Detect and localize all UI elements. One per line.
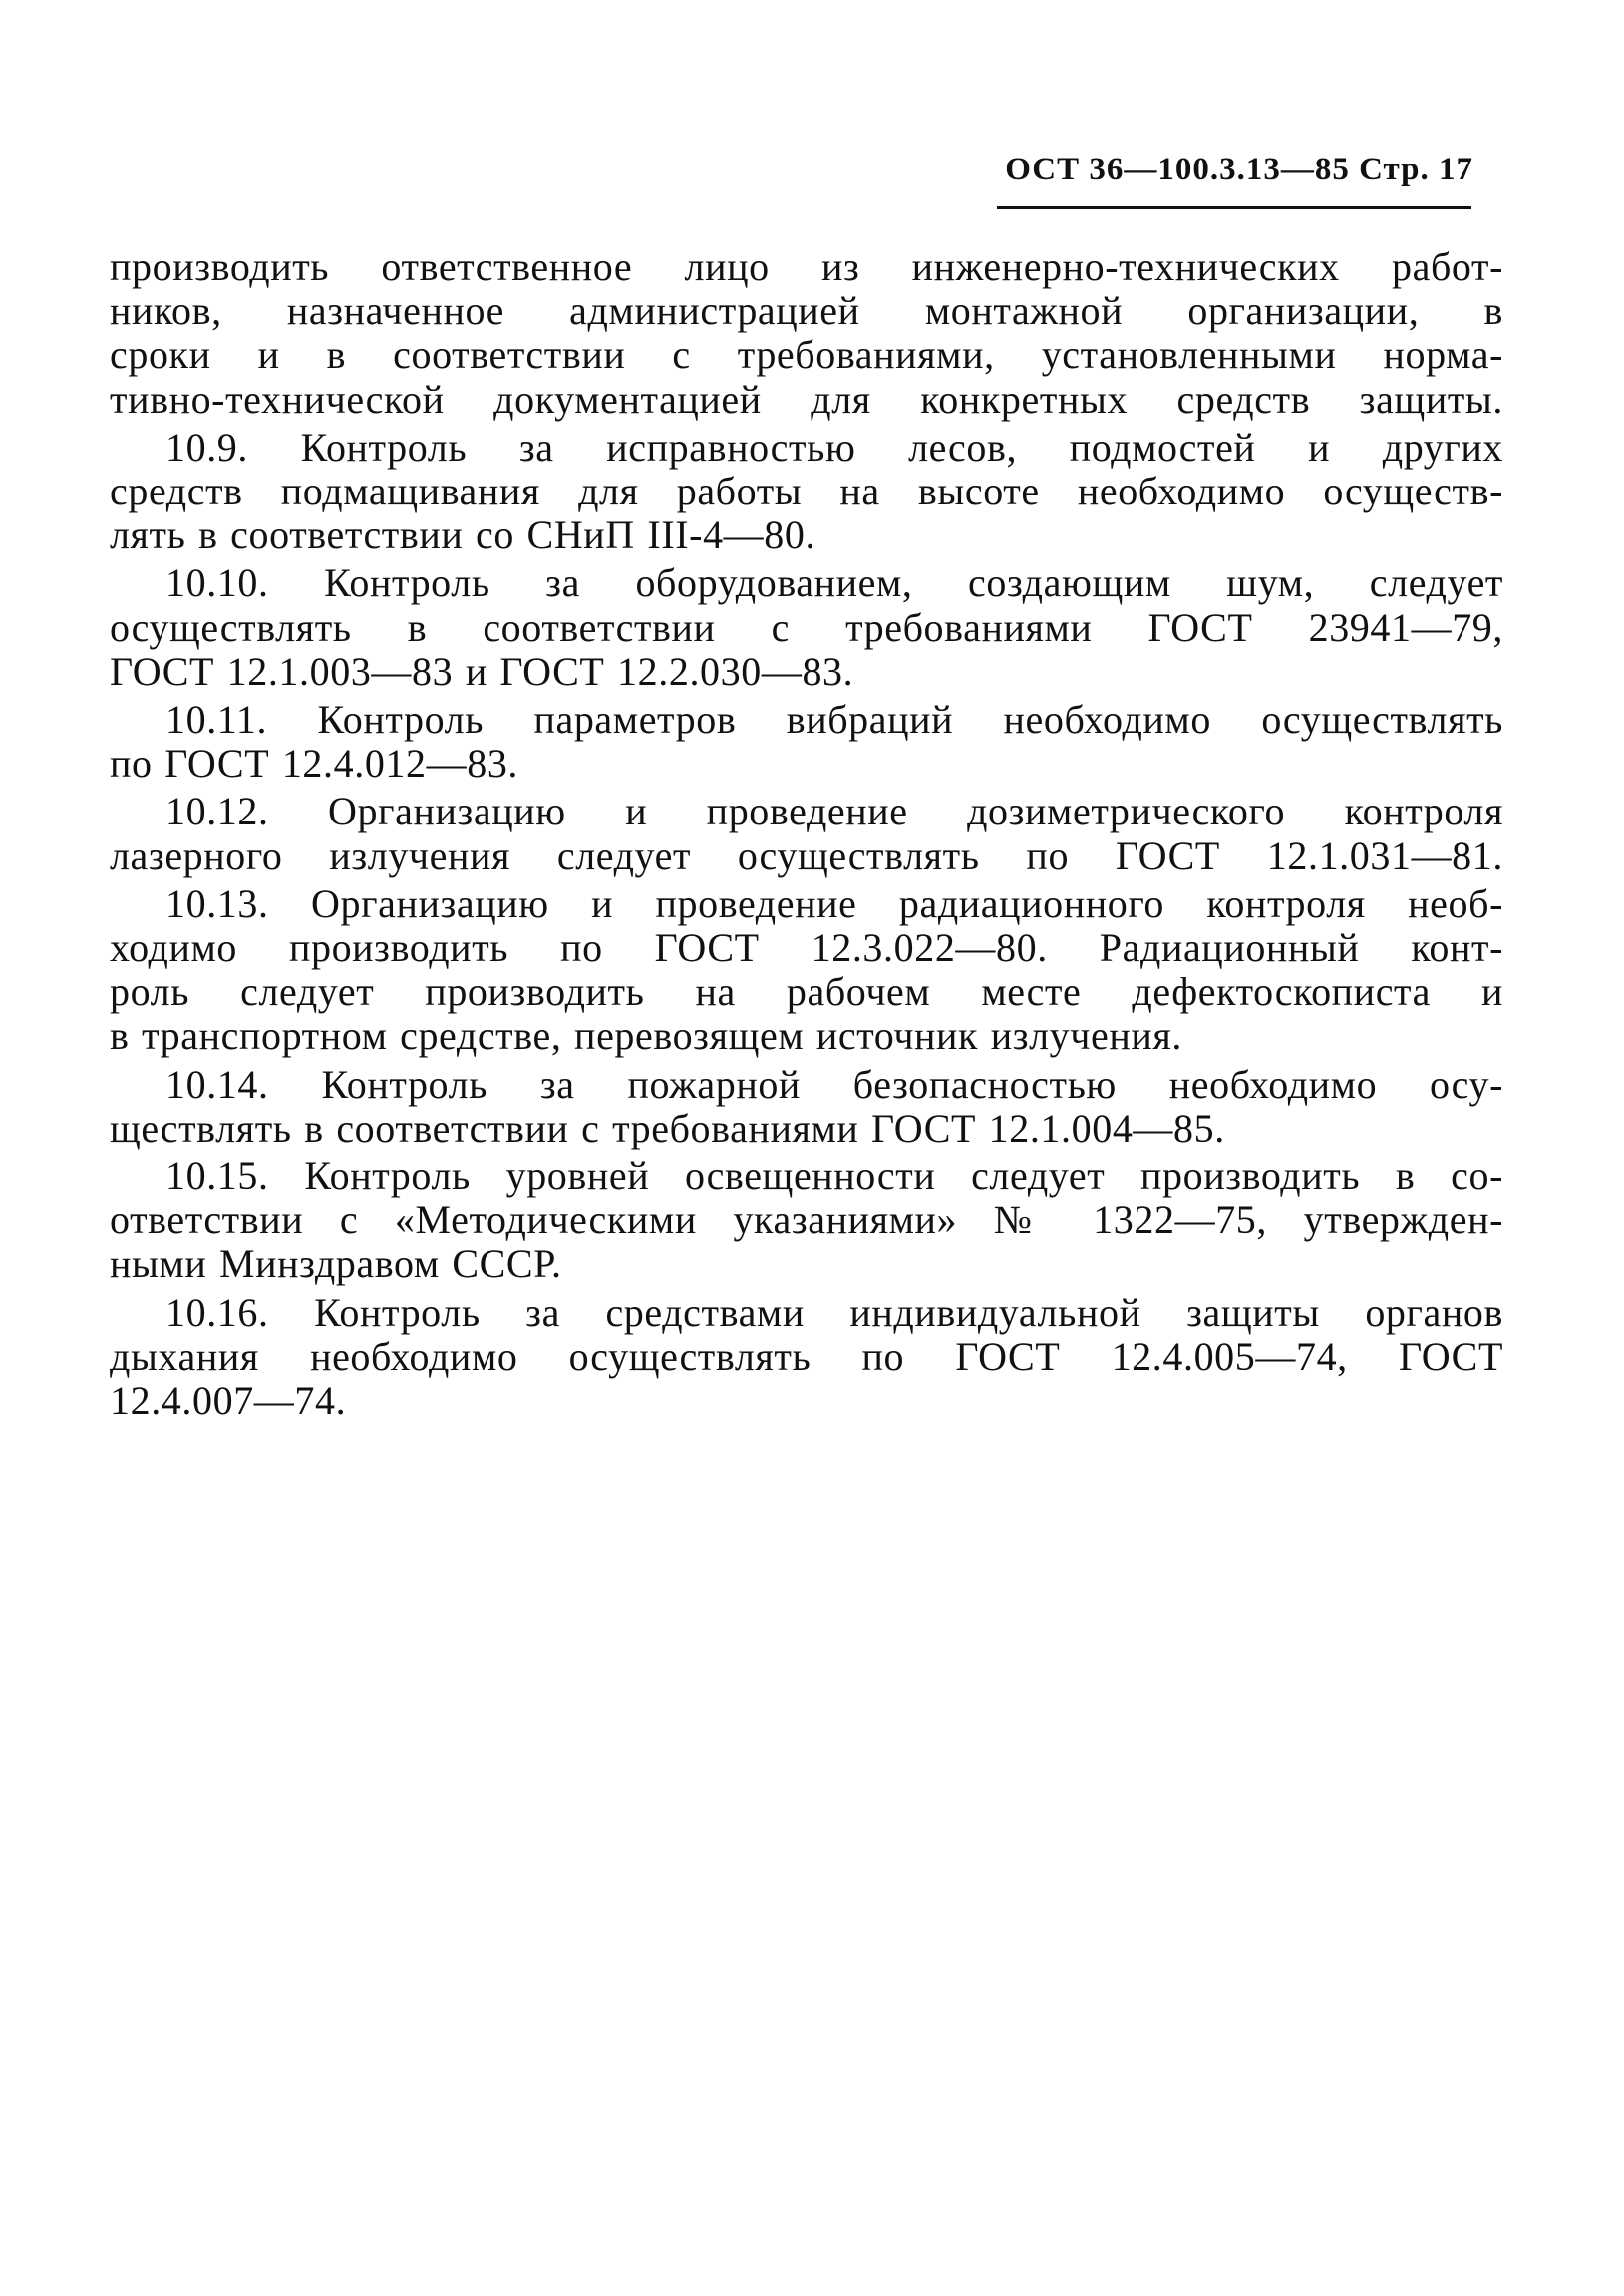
body-text bbox=[110, 245, 1503, 1423]
paragraph-10-16 bbox=[110, 1291, 1503, 1424]
running-header: ОСТ 36—100.3.13—85 Стр. 17 bbox=[1005, 152, 1473, 187]
text-line: ществлять в соответствии с требованиями ГОСТ 12.1.004—85. bbox=[110, 1105, 1225, 1150]
header-rule bbox=[997, 206, 1471, 209]
text-line: ответствии с «Методическими указаниями» № 1322—75, утвержден- bbox=[110, 1197, 1503, 1243]
paragraph-10-11 bbox=[110, 698, 1503, 786]
text-line: производить ответственное лицо из инженерно-технических работ- bbox=[110, 244, 1503, 289]
text-line: ГОСТ 12.1.003—83 и ГОСТ 12.2.030—83. bbox=[110, 648, 854, 694]
text-line: сроки и в соответствии с требованиями, установленными норма- bbox=[110, 332, 1503, 378]
text-line: по ГОСТ 12.4.012—83. bbox=[110, 741, 519, 787]
text-line: ников, назначенное администрацией монтажной организации, в bbox=[110, 288, 1503, 334]
text-line: 10.10. Контроль за оборудованием, создающим шум, следует bbox=[165, 560, 1503, 606]
text-line: лазерного излучения следует осуществлять по ГОСТ 12.1.031—81. bbox=[110, 832, 1503, 878]
paragraph-10-13 bbox=[110, 882, 1503, 1059]
text-line: 10.9. Контроль за исправностью лесов, подмостей и других bbox=[165, 424, 1503, 470]
text-line: ными Минздравом СССР. bbox=[110, 1241, 562, 1287]
text-line: 10.11. Контроль параметров вибраций необходимо осуществлять bbox=[165, 697, 1503, 743]
text-line: лять в соответствии со СНиП III-4—80. bbox=[110, 512, 816, 558]
text-line: ходимо производить по ГОСТ 12.3.022—80. Радиационный конт- bbox=[110, 925, 1503, 971]
text-line: 10.12. Организацию и проведение дозиметрического контроля bbox=[165, 789, 1503, 834]
text-line: 10.15. Контроль уровней освещенности следует производить в со- bbox=[165, 1153, 1503, 1199]
paragraph-10-12 bbox=[110, 790, 1503, 877]
text-line: роль следует производить на рабочем месте дефектоскописта и bbox=[110, 969, 1503, 1015]
text-line: дыхания необходимо осуществлять по ГОСТ 12.4.005—74, ГОСТ bbox=[110, 1333, 1503, 1379]
text-line: 10.14. Контроль за пожарной безопасностью необходимо осу- bbox=[165, 1061, 1503, 1107]
text-line: 10.16. Контроль за средствами индивидуальной защиты органов bbox=[165, 1289, 1503, 1335]
paragraph-continuation bbox=[110, 245, 1503, 422]
text-line: осуществлять в соответствии с требованиями ГОСТ 23941—79, bbox=[110, 604, 1503, 650]
text-line: 10.13. Организацию и проведение радиационного контроля необ- bbox=[165, 880, 1503, 926]
text-line: 12.4.007—74. bbox=[110, 1378, 347, 1424]
paragraph-10-14 bbox=[110, 1063, 1503, 1150]
text-line: средств подмащивания для работы на высоте необходимо осуществ- bbox=[110, 469, 1503, 514]
text-line: тивно-технической документацией для конкретных средств защиты. bbox=[110, 376, 1503, 422]
paragraph-10-10 bbox=[110, 561, 1503, 694]
paragraph-10-15 bbox=[110, 1154, 1503, 1287]
text-line: в транспортном средстве, перевозящем источник излучения. bbox=[110, 1013, 1182, 1059]
paragraph-10-9 bbox=[110, 426, 1503, 558]
